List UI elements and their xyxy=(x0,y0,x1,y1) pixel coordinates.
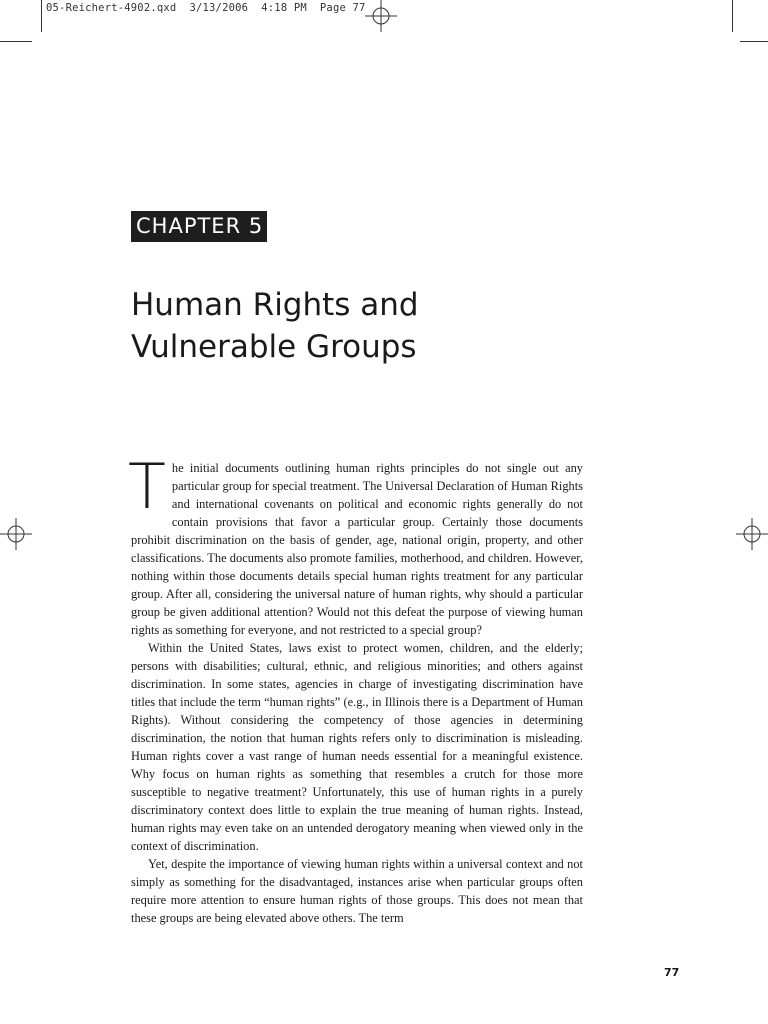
chapter-title-line-2: Vulnerable Groups xyxy=(131,329,417,365)
crop-mark-top-right-vertical xyxy=(732,0,733,32)
paragraph-3: Yet, despite the importance of viewing human rights within a universal context and not simply as something for the disadvantaged, instances arise when particular groups often require more attention to ensure human rights of those groups. This does not mean that these groups are being elevated above others. The term xyxy=(131,857,583,925)
registration-mark-top xyxy=(365,0,397,32)
drop-cap: T xyxy=(128,450,166,523)
paragraph-1-text: he initial documents outlining human rights principles do not single out any particular group for special treatment. The Universal Declaration of Human Rights and international covenants on political and economic rights generally do not contain provisions that favor a particular group. Certainly those documents prohibit discrimination on the basis of gender, age, national origin, property, and other classifications. The documents also promote families, motherhood, and children. However, nothing within those documents details special human rights treatment for any particular group. After all, considering the universal nature of human rights, why should a particular group be given additional attention? Would not this defeat the purpose of viewing human rights as something for everyone, and not restricted to a special group? xyxy=(131,461,583,637)
registration-mark-right xyxy=(736,518,768,550)
chapter-label: CHAPTER 5 xyxy=(131,211,267,242)
page-number: 77 xyxy=(664,966,680,979)
crop-mark-top-right-horizontal xyxy=(740,41,768,42)
chapter-title-line-1: Human Rights and xyxy=(131,287,419,323)
paragraph-2: Within the United States, laws exist to protect women, children, and the elderly; persons with disabilities; cultural, ethnic, and religious minorities; and others against discrimination. In some states, agencies in charge of investigating discrimination have titles that include the term “human rights” (e.g., in Illinois there is a Department of Human Rights). Without considering the competency of those agencies in determining discrimination, the notion that human rights refers only to discrimination is misleading. Human rights cover a vast range of human needs essential for a meaningful existence. Why focus on human rights as something that resembles a crutch for those more susceptible to negative treatment? Unfortunately, this use of human rights in a purely discriminatory context does little to explain the true meaning of human rights. Instead, human rights may even take on an untended derogatory meaning when viewed only in the context of discrimination. xyxy=(131,641,583,853)
print-slug-line: 05-Reichert-4902.qxd 3/13/2006 4:18 PM Page 77 xyxy=(46,2,366,14)
chapter-title xyxy=(131,284,651,368)
paragraph-1 xyxy=(128,450,583,639)
crop-mark-top-left-horizontal xyxy=(0,41,32,42)
crop-mark-top-left-vertical xyxy=(41,0,42,32)
chapter-body-text xyxy=(128,450,583,927)
registration-mark-left xyxy=(0,518,32,550)
